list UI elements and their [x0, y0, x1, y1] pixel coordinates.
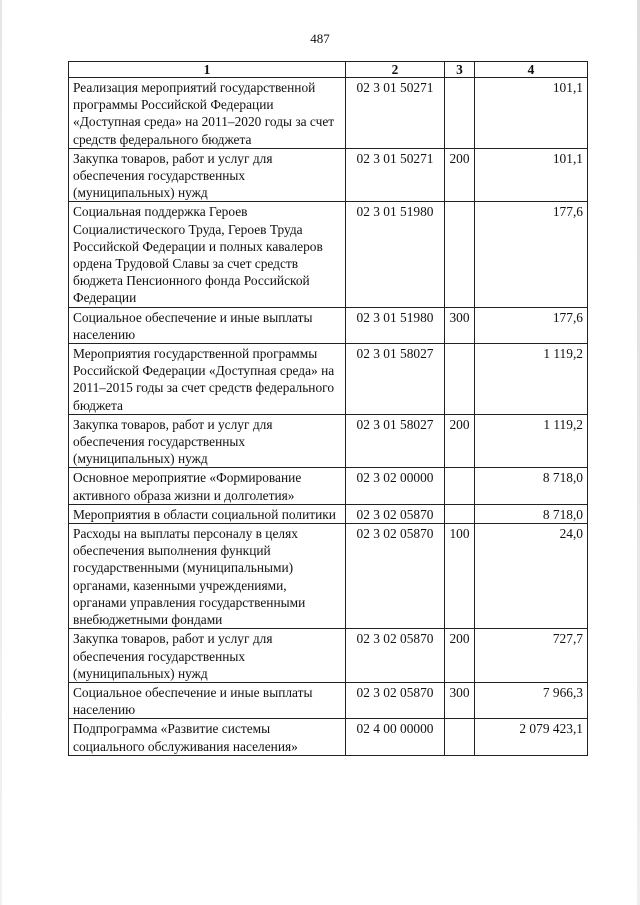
row-name: Основное мероприятие «Формирование активного образа жизни и долголетия» [69, 468, 346, 504]
row-code: 02 3 02 05870 [346, 682, 445, 718]
row-name: Социальная поддержка Героев Социалистического Труда, Героев Труда Российской Федерации и полных кавалеров ордена Трудовой Славы за счет средств бюджета Пенсионного фонда Российской Федерации [69, 202, 346, 307]
table-row [69, 307, 588, 343]
table-row [69, 202, 588, 307]
row-amount: 2 079 423,1 [475, 719, 588, 755]
budget-table [68, 61, 588, 756]
row-type: 300 [445, 307, 475, 343]
row-name: Социальное обеспечение и иные выплаты населению [69, 307, 346, 343]
column-header-amount: 4 [475, 62, 588, 78]
table-row [69, 344, 588, 415]
row-code: 02 3 02 05870 [346, 629, 445, 683]
row-code: 02 3 02 05870 [346, 504, 445, 523]
row-type: 300 [445, 682, 475, 718]
row-name: Подпрограмма «Развитие системы социального обслуживания населения» [69, 719, 346, 755]
row-type [445, 468, 475, 504]
row-name: Расходы на выплаты персоналу в целях обеспечения выполнения функций государственными (муниципальными) органами, казенными учреждениями, органами управления государственными внебюджетными фондами [69, 524, 346, 629]
scan-edge-left [0, 0, 2, 905]
table-row [69, 468, 588, 504]
row-code: 02 3 02 00000 [346, 468, 445, 504]
row-code: 02 3 02 05870 [346, 524, 445, 629]
row-amount: 727,7 [475, 629, 588, 683]
row-amount: 177,6 [475, 202, 588, 307]
row-amount: 1 119,2 [475, 414, 588, 468]
column-header-code: 2 [346, 62, 445, 78]
row-name: Социальное обеспечение и иные выплаты населению [69, 682, 346, 718]
row-name: Мероприятия в области социальной политики [69, 504, 346, 523]
row-amount: 1 119,2 [475, 344, 588, 415]
table-row [69, 524, 588, 629]
row-code: 02 3 01 58027 [346, 344, 445, 415]
row-name: Закупка товаров, работ и услуг для обеспечения государственных (муниципальных) нужд [69, 414, 346, 468]
row-code: 02 4 00 00000 [346, 719, 445, 755]
row-code: 02 3 01 51980 [346, 202, 445, 307]
row-amount: 8 718,0 [475, 504, 588, 523]
row-name: Закупка товаров, работ и услуг для обеспечения государственных (муниципальных) нужд [69, 148, 346, 202]
row-amount: 7 966,3 [475, 682, 588, 718]
table-row [69, 504, 588, 523]
table-header-row [69, 62, 588, 78]
table-row [69, 629, 588, 683]
row-code: 02 3 01 50271 [346, 78, 445, 149]
row-type: 100 [445, 524, 475, 629]
row-type [445, 78, 475, 149]
row-code: 02 3 01 51980 [346, 307, 445, 343]
page-number: 487 [310, 31, 330, 46]
row-type: 200 [445, 629, 475, 683]
row-code: 02 3 01 58027 [346, 414, 445, 468]
row-type [445, 202, 475, 307]
table-row [69, 414, 588, 468]
table-row [69, 78, 588, 149]
row-type: 200 [445, 148, 475, 202]
row-name: Закупка товаров, работ и услуг для обеспечения государственных (муниципальных) нужд [69, 629, 346, 683]
row-type [445, 344, 475, 415]
row-type [445, 719, 475, 755]
row-type [445, 504, 475, 523]
row-amount: 101,1 [475, 148, 588, 202]
row-code: 02 3 01 50271 [346, 148, 445, 202]
row-amount: 8 718,0 [475, 468, 588, 504]
table-row [69, 682, 588, 718]
column-header-name: 1 [69, 62, 346, 78]
row-type: 200 [445, 414, 475, 468]
column-header-type: 3 [445, 62, 475, 78]
row-amount: 177,6 [475, 307, 588, 343]
table-row [69, 148, 588, 202]
row-name: Реализация мероприятий государственной программы Российской Федерации «Доступная среда» на 2011–2020 годы за счет средств федерального бюджета [69, 78, 346, 149]
row-name: Мероприятия государственной программы Российской Федерации «Доступная среда» на 2011–2015 годы за счет средств федерального бюджета [69, 344, 346, 415]
row-amount: 24,0 [475, 524, 588, 629]
row-amount: 101,1 [475, 78, 588, 149]
table-row [69, 719, 588, 755]
